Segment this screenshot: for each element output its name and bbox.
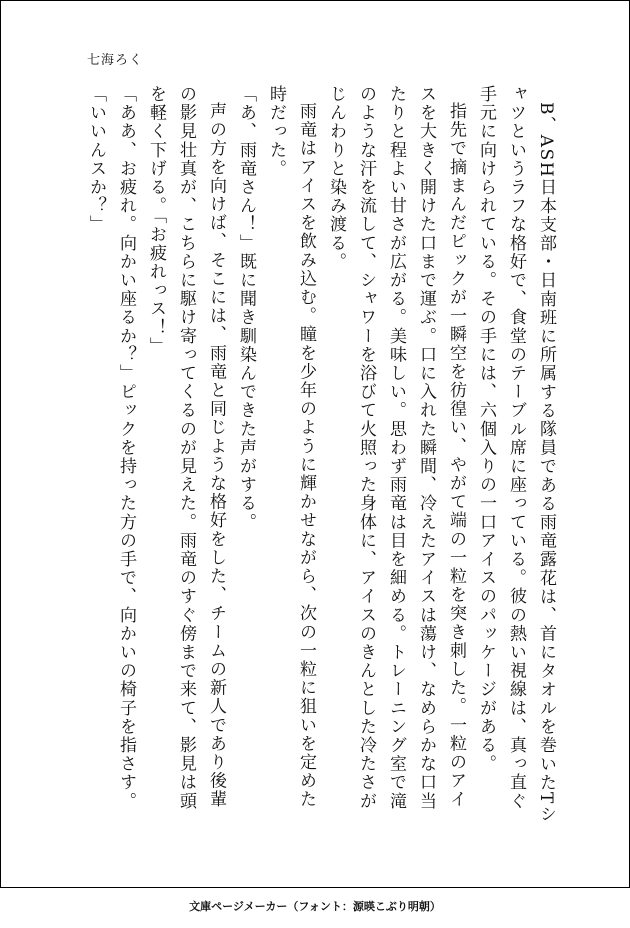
paragraph: 声の方を向けば、そこには、雨竜と同じような格好をした、チームの新人であり後輩の影見壮真が、こちらに駆け寄ってくるのが見えた。雨竜のすぐ傍まで来て、影見は頭を軽く下げる。「お疲れっス！」 xyxy=(146,85,226,811)
paragraph: B、ASH日本支部・日南班に所属する隊員である雨竜露花は、首にタオルを巻いたTシャツというラフな格好で、食堂のテーブル席に座っている。彼の熱い視線は、真っ直ぐ手元に向けられている。その手には、六個入りの一口アイスのパッケージがある。 xyxy=(476,85,556,824)
paragraph: 「あ、雨竜さん！」既に聞き馴染んできた声がする。 xyxy=(236,85,256,532)
author-name: 七海ろく xyxy=(87,53,144,68)
paragraph: 指先で摘まんだピックが一瞬空を彷徨い、やがて端の一粒を突き刺した。一粒のアイスを大きく開けた口まで運ぶ。口に入れた瞬間、冷えたアイスは蕩け、なめらかな口当たりと程よい甘さが広がる。美味しい。思わず雨竜は目を細める。トレーニング室で滝のような汗を流して、シャワーを浴びて火照った身体に、アイスのきんとした冷たさがじんわりと染み渡る。 xyxy=(326,85,466,811)
footer-caption: 文庫ページメーカー（フォント：源暎こぶり明朝） xyxy=(189,900,441,913)
paragraph: 「ああ、お疲れ。向かい座るか？」ピックを持った方の手で、向かいの椅子を指さす。 xyxy=(116,85,136,811)
paragraph: 「いいんスか？」 xyxy=(86,85,106,234)
vertical-text-body xyxy=(71,85,561,825)
paragraph: 雨竜はアイスを飲み込む。瞳を少年のように輝かせながら、次の一粒に狙いを定めた時だった。 xyxy=(266,85,316,809)
